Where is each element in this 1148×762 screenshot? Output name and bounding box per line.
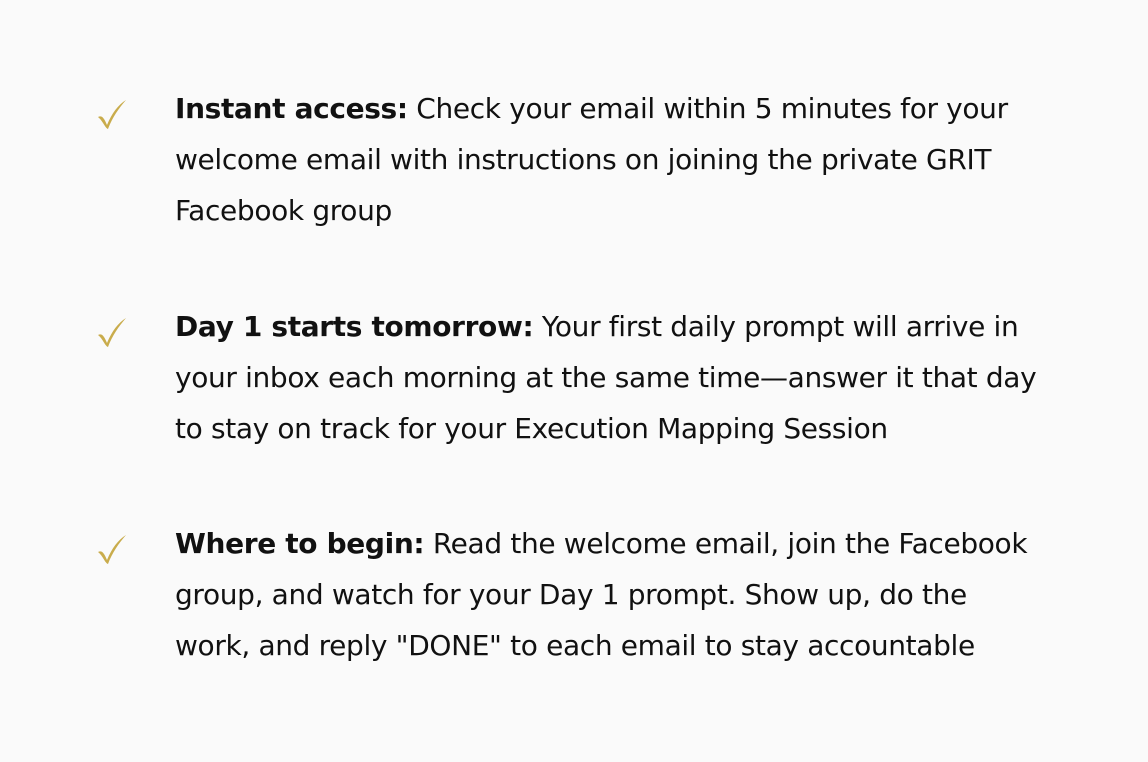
step-lead: Instant access: [175,92,408,125]
step-lead: Day 1 starts tomorrow: [175,310,534,343]
step-text [175,301,1070,454]
step-line: group, and watch for your Day 1 prompt. Show up, do the [175,578,967,611]
step-text [175,518,1070,671]
checkmark-icon [95,532,129,566]
step-line: welcome email with instructions on joining the private GRIT [175,143,992,176]
step-line: your inbox each morning at the same time—answer it that day [175,361,1037,394]
checkmark-icon [95,97,129,131]
step-lead: Where to begin: [175,527,425,560]
step-line: Facebook group [175,194,392,227]
step-line: to stay on track for your Execution Mapping Session [175,412,888,445]
step-text [175,83,1070,236]
step-line: Your first daily prompt will arrive in [533,310,1019,343]
step-line: Read the welcome email, join the Facebook [424,527,1028,560]
checkmark-icon [95,315,129,349]
step-line: Check your email within 5 minutes for your [407,92,1008,125]
step-line: work, and reply "DONE" to each email to stay accountable [175,629,975,662]
